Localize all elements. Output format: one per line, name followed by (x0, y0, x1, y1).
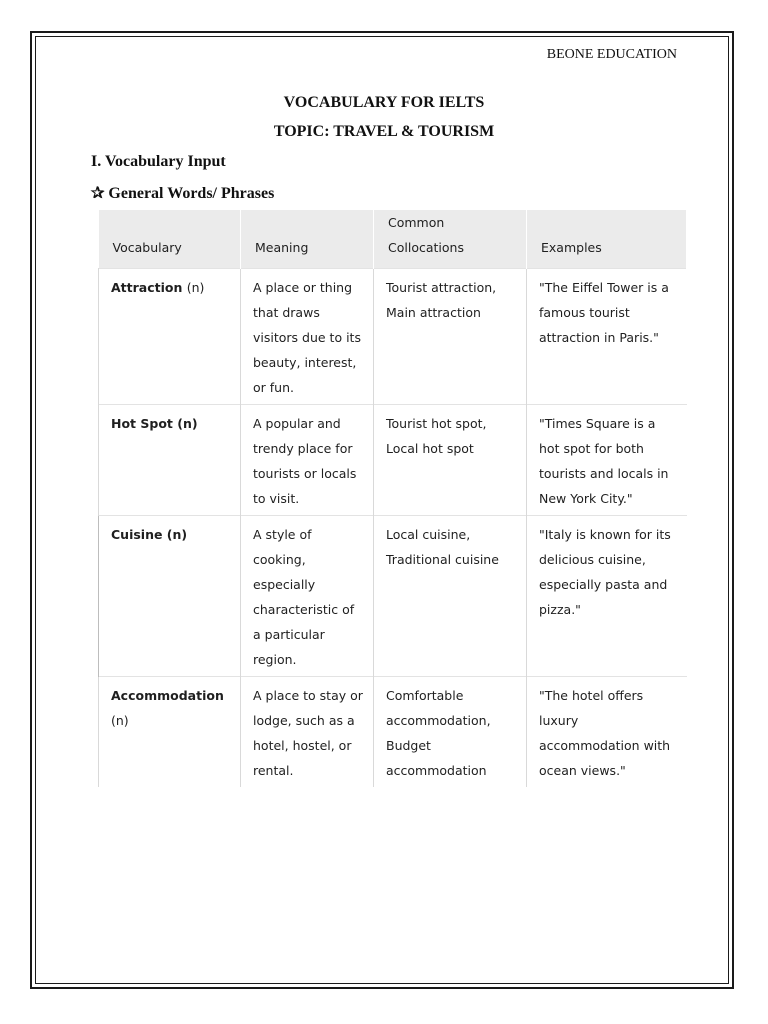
example-cell: "The hotel offers luxury accommodation with ocean views." (527, 677, 687, 788)
table-header-row (99, 210, 687, 269)
column-header-meaning: Meaning (241, 210, 374, 269)
section-heading: I. Vocabulary Input (91, 153, 226, 170)
vocabulary-cell (99, 677, 241, 788)
vocabulary-table (98, 210, 687, 787)
column-header-examples: Examples (527, 210, 687, 269)
collocations-cell: Comfortable accommodation, Budget accommodation (374, 677, 527, 788)
table-row (99, 677, 687, 788)
table-row (99, 269, 687, 405)
column-header-collocations: Common Collocations (374, 210, 527, 269)
document-title: VOCABULARY FOR IELTS (283, 94, 485, 111)
table-row (99, 516, 687, 677)
part-of-speech: (n) (111, 713, 129, 728)
meaning-cell: A popular and trendy place for tourists or locals to visit. (241, 405, 374, 516)
subsection-heading (91, 183, 274, 203)
column-header-vocabulary: Vocabulary (99, 210, 241, 269)
document-topic: TOPIC: TRAVEL & TOURISM (273, 123, 495, 140)
vocabulary-cell: Cuisine (n) (99, 516, 241, 677)
meaning-cell: A place or thing that draws visitors due to its beauty, interest, or fun. (241, 269, 374, 405)
vocabulary-word: Attraction (111, 280, 183, 295)
subsection-label: General Words/ Phrases (108, 185, 275, 202)
star-outline-icon: ✰ (91, 185, 105, 202)
collocations-cell: Local cuisine, Traditional cuisine (374, 516, 527, 677)
part-of-speech: (n) (186, 280, 205, 295)
vocabulary-cell (99, 269, 241, 405)
collocations-cell: Tourist attraction, Main attraction (374, 269, 527, 405)
organization-name: BEONE EDUCATION (546, 47, 677, 62)
example-cell: "Italy is known for its delicious cuisine, especially pasta and pizza." (527, 516, 687, 677)
example-cell: "The Eiffel Tower is a famous tourist attraction in Paris." (527, 269, 687, 405)
vocabulary-cell: Hot Spot (n) (99, 405, 241, 516)
collocations-cell: Tourist hot spot, Local hot spot (374, 405, 527, 516)
example-cell: "Times Square is a hot spot for both tourists and locals in New York City." (527, 405, 687, 516)
table-row (99, 405, 687, 516)
meaning-cell: A style of cooking, especially characteristic of a particular region. (241, 516, 374, 677)
vocabulary-word: Accommodation (111, 688, 224, 703)
meaning-cell: A place to stay or lodge, such as a hotel, hostel, or rental. (241, 677, 374, 788)
